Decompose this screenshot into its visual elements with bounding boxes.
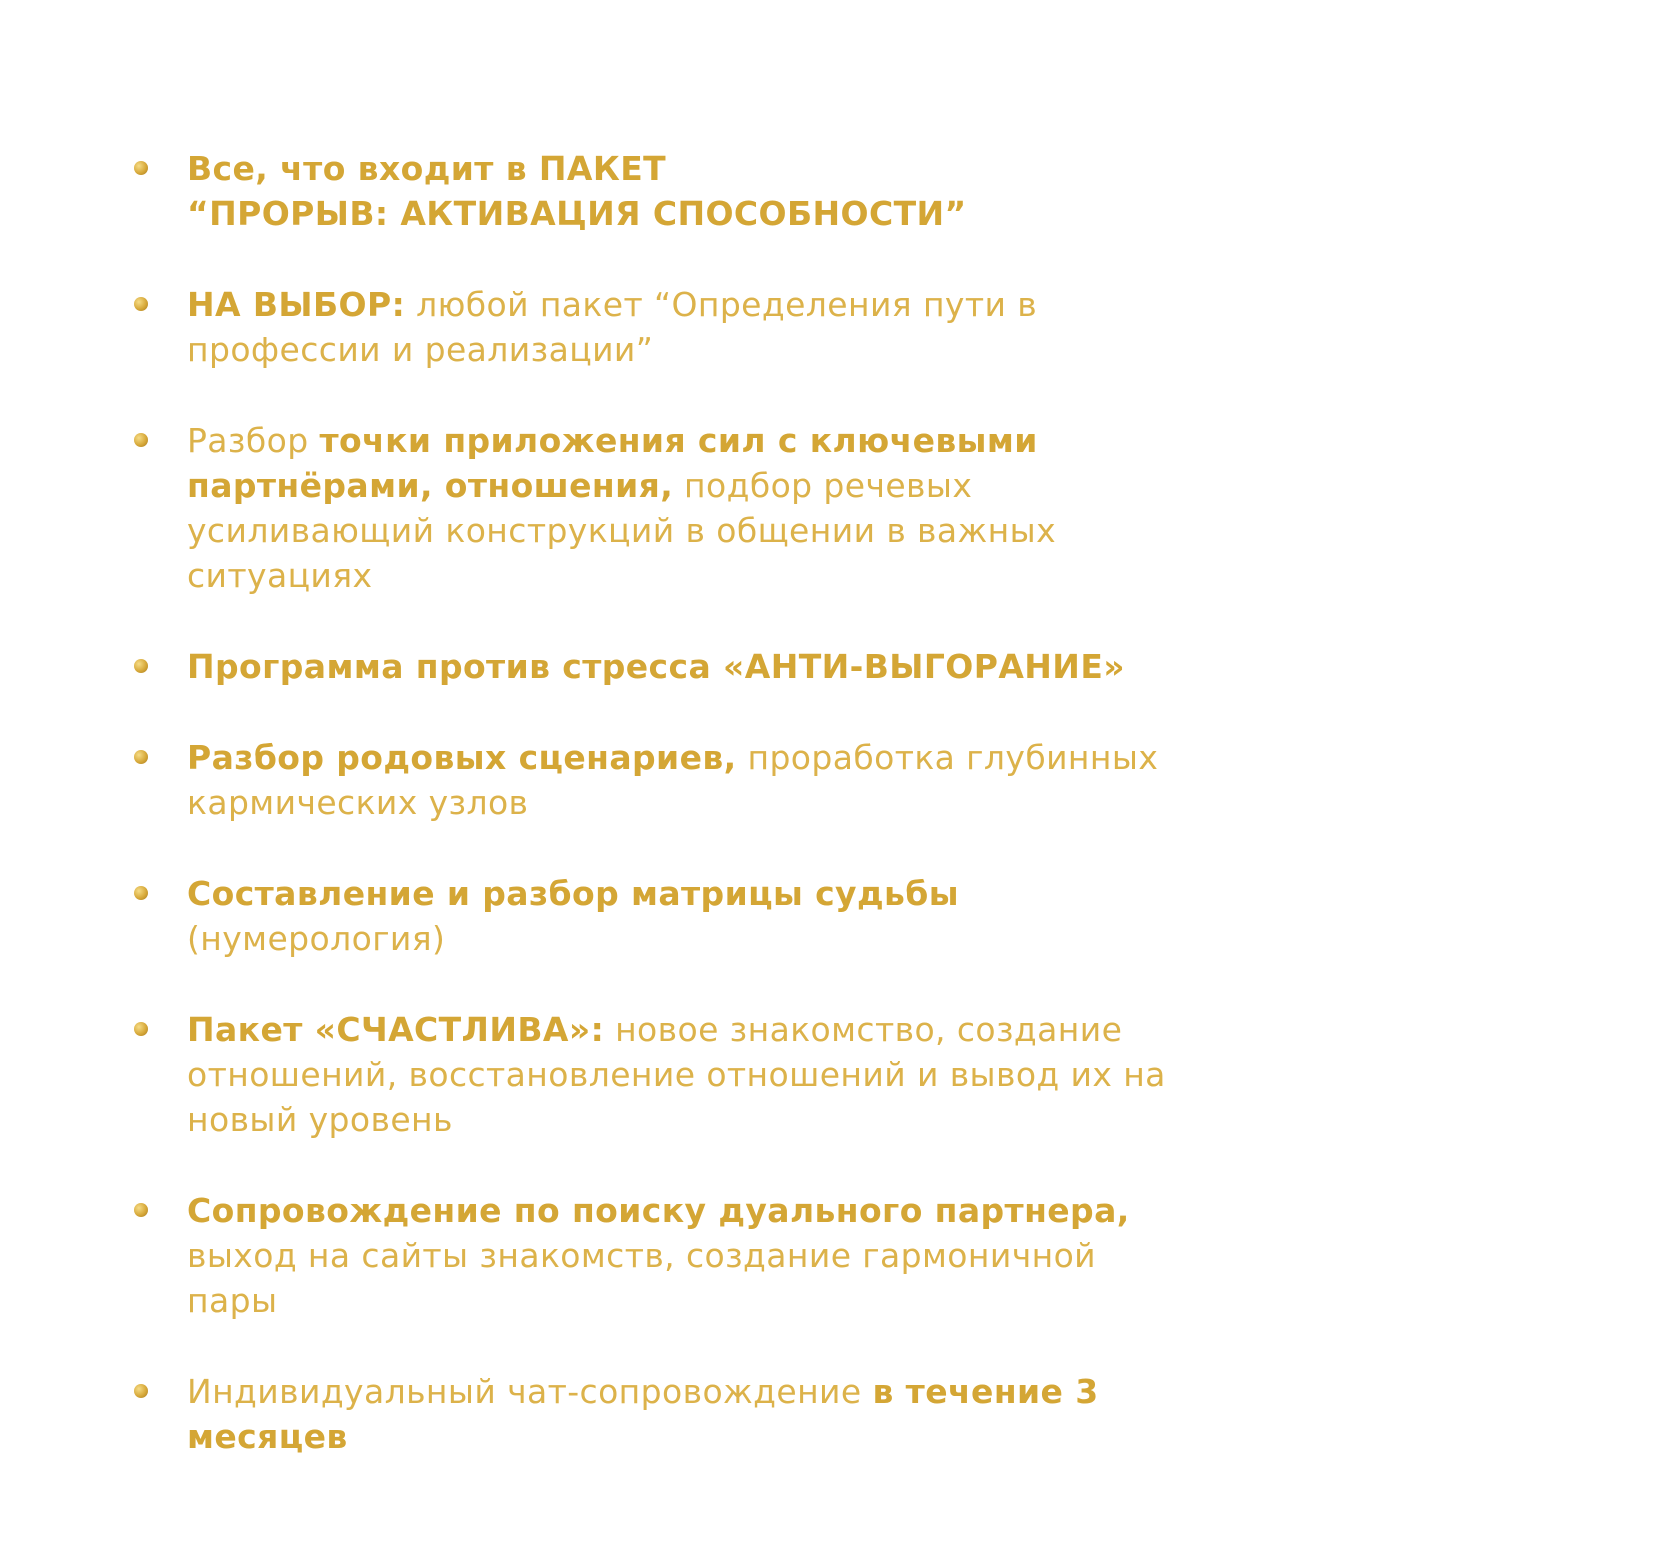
feature-list-item xyxy=(134,282,1334,372)
feature-text: новый уровень xyxy=(187,1100,453,1139)
gold-bullet-icon xyxy=(134,1022,148,1036)
feature-list-item xyxy=(134,146,1334,236)
feature-text: подбор речевых xyxy=(673,466,973,505)
feature-text: Индивидуальный чат-сопровождение xyxy=(187,1372,873,1411)
feature-text-bold: Программа против стресса «АНТИ-ВЫГОРАНИЕ» xyxy=(187,647,1125,686)
feature-text-bold: партнёрами, отношения, xyxy=(187,466,674,505)
feature-text: отношений, восстановление отношений и вывод их на xyxy=(187,1055,1166,1094)
feature-text-bold: точки приложения сил с ключевыми xyxy=(319,421,1038,460)
gold-bullet-icon xyxy=(134,161,148,175)
feature-text: кармических узлов xyxy=(187,783,529,822)
feature-text-bold: Сопровождение по поиску дуального партнера, xyxy=(187,1191,1130,1230)
feature-list-item xyxy=(134,1007,1334,1142)
feature-text: профессии и реализации” xyxy=(187,330,654,369)
feature-text: Разбор xyxy=(187,421,320,460)
gold-bullet-icon xyxy=(134,433,148,447)
gold-bullet-icon xyxy=(134,1384,148,1398)
gold-bullet-icon xyxy=(134,297,148,311)
feature-text: пары xyxy=(187,1281,278,1320)
feature-list-item xyxy=(134,418,1334,598)
feature-text-bold: НА ВЫБОР: xyxy=(187,285,406,324)
feature-text: выход на сайты знакомств, создание гармоничной xyxy=(187,1236,1097,1275)
feature-text: новое знакомство, создание xyxy=(604,1010,1123,1049)
feature-text: (нумерология) xyxy=(187,919,446,958)
gold-bullet-icon xyxy=(134,659,148,673)
feature-text-bold: Разбор родовых сценариев, xyxy=(187,738,737,777)
feature-text: любой пакет “Определения пути в xyxy=(405,285,1038,324)
feature-text-bold: Все, что входит в ПАКЕТ xyxy=(187,149,667,188)
feature-text-bold: “ПРОРЫВ: АКТИВАЦИЯ СПОСОБНОСТИ” xyxy=(187,194,967,233)
feature-text-bold: Пакет «СЧАСТЛИВА»: xyxy=(187,1010,605,1049)
feature-text-bold: месяцев xyxy=(187,1417,348,1456)
feature-list-item xyxy=(134,1369,1334,1459)
gold-bullet-icon xyxy=(134,750,148,764)
feature-text-bold: в течение 3 xyxy=(872,1372,1099,1411)
feature-list-item xyxy=(134,871,1334,961)
feature-list-item xyxy=(134,1188,1334,1323)
gold-bullet-icon xyxy=(134,886,148,900)
feature-text: проработка глубинных xyxy=(736,738,1159,777)
feature-list-item xyxy=(134,644,1334,689)
feature-text: ситуациях xyxy=(187,556,373,595)
feature-text-bold: Составление и разбор матрицы судьбы xyxy=(187,874,959,913)
gold-bullet-icon xyxy=(134,1203,148,1217)
package-feature-list xyxy=(134,146,1334,1505)
feature-list-item xyxy=(134,735,1334,825)
feature-text: усиливающий конструкций в общении в важных xyxy=(187,511,1057,550)
